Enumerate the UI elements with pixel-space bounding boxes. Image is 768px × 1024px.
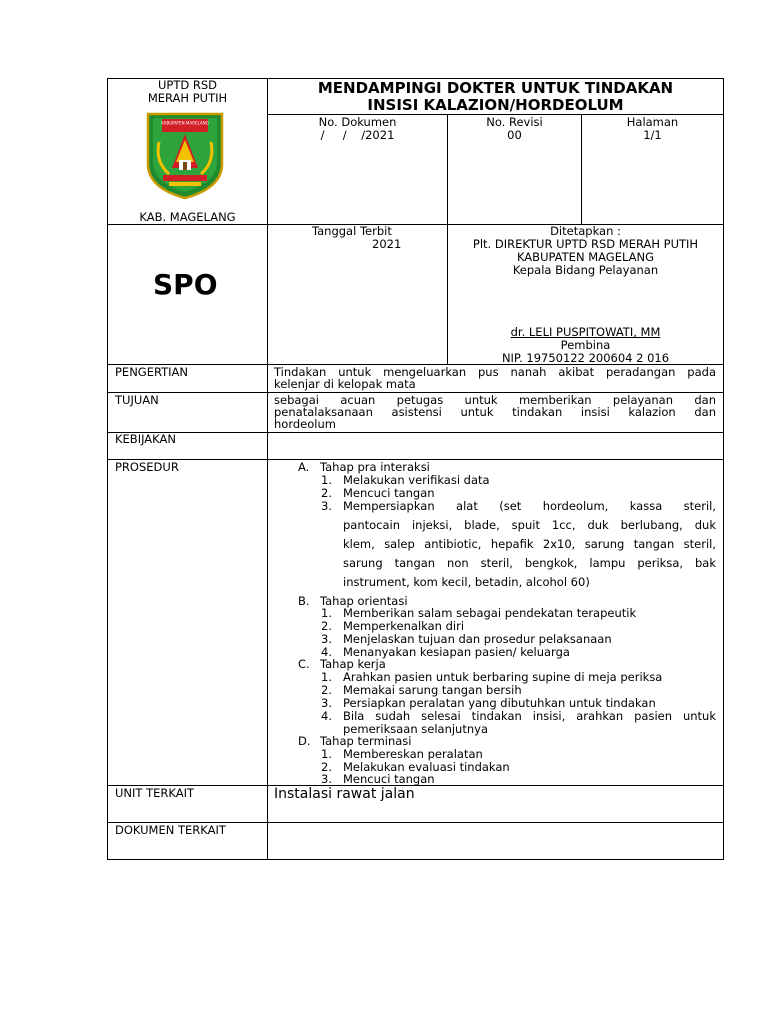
step-number: 1. xyxy=(321,747,332,761)
section-letter: D. xyxy=(298,734,311,748)
step-number: 3. xyxy=(321,696,332,710)
list-item: Melakukan verifikasi data xyxy=(343,473,490,487)
list-item: Persiapkan peralatan yang dibutuhkan untuk tindakan xyxy=(343,696,656,710)
section-letter: B. xyxy=(298,594,310,608)
region-label: KAB. MAGELANG xyxy=(139,210,236,224)
border-bottom xyxy=(107,859,724,860)
section-letter: A. xyxy=(298,460,310,474)
list-item: Memperkenalkan diri xyxy=(343,619,465,633)
list-item: pantocain injeksi, blade, spuit 1cc, duk berlubang, duk xyxy=(343,518,716,532)
list-item: Memberikan salam sebagai pendekatan terapeutik xyxy=(343,606,637,620)
set-by-line2: KABUPATEN MAGELANG xyxy=(516,250,655,264)
tujuan-divider xyxy=(107,432,724,433)
prosedur-label: PROSEDUR xyxy=(115,460,179,474)
doc-number-label: No. Dokumen xyxy=(318,115,397,129)
document-title-line2: INSISI KALAZION/HORDEOLUM xyxy=(367,96,624,114)
tujuan-label: TUJUAN xyxy=(115,393,159,407)
set-by-label: Ditetapkan : xyxy=(550,224,621,238)
pengertian-text-line2: kelenjar di kelopak mata xyxy=(274,377,416,391)
section-title: Tahap terminasi xyxy=(320,734,412,748)
signer-rank: Pembina xyxy=(560,338,611,352)
list-item: Mempersiapkan alat (set hordeolum, kassa steril, xyxy=(343,499,716,513)
list-item: pemeriksaan selanjutnya xyxy=(343,722,488,736)
step-number: 3. xyxy=(321,499,332,513)
list-item: Mencuci tangan xyxy=(343,486,435,500)
step-number: 1. xyxy=(321,670,332,684)
spo-label: SPO xyxy=(153,268,218,301)
issued-date-value: 2021 xyxy=(372,237,402,251)
issued-date-label: Tanggal Terbit xyxy=(312,224,392,238)
list-item: sarung tangan non steril, bengkok, lampu periksa, bak xyxy=(343,556,716,570)
tujuan-text-line2: penatalaksanaan asistensi untuk tindakan insisi kalazion dan xyxy=(274,405,716,419)
org-name-line1: UPTD RSD xyxy=(157,78,218,92)
list-item: Memakai sarung tangan bersih xyxy=(343,683,522,697)
step-number: 4. xyxy=(321,645,332,659)
pengertian-label: PENGERTIAN xyxy=(115,365,189,379)
kebijakan-label: KEBIJAKAN xyxy=(115,432,176,446)
list-item: Mencuci tangan xyxy=(343,772,435,786)
list-item: Menjelaskan tujuan dan prosedur pelaksanaan xyxy=(343,632,612,646)
page-value: 1/1 xyxy=(643,128,662,142)
section-title: Tahap kerja xyxy=(320,657,386,671)
section-letter: C. xyxy=(298,657,310,671)
step-number: 2. xyxy=(321,619,332,633)
revision-value: 00 xyxy=(507,128,522,142)
unit-terkait-value: Instalasi rawat jalan xyxy=(274,786,415,802)
unit-terkait-label: UNIT TERKAIT xyxy=(115,786,194,800)
step-number: 1. xyxy=(321,473,332,487)
document-title-line1: MENDAMPINGI DOKTER UNTUK TINDAKAN xyxy=(317,79,674,97)
step-number: 4. xyxy=(321,709,332,723)
border-right xyxy=(723,78,724,860)
list-item: klem, salep antibiotic, hepafik 2x10, sarung tangan steril, xyxy=(343,537,716,551)
border-left xyxy=(107,78,108,860)
kabupaten-logo xyxy=(145,112,225,200)
org-name-line2: MERAH PUTIH xyxy=(147,91,228,105)
svg-text:KABUPATEN MAGELANG: KABUPATEN MAGELANG xyxy=(161,120,209,126)
list-item: Bila sudah selesai tindakan insisi, arahkan pasien untuk xyxy=(343,709,716,723)
section-title: Tahap pra interaksi xyxy=(320,460,430,474)
tujuan-text-line3: hordeolum xyxy=(274,417,336,431)
signer-name: dr. LELI PUSPITOWATI, MM xyxy=(510,325,661,339)
list-item: Menanyakan kesiapan pasien/ keluarga xyxy=(343,645,570,659)
doc-number-value: / / /2021 xyxy=(320,128,395,142)
step-number: 2. xyxy=(321,486,332,500)
dokumen-terkait-label: DOKUMEN TERKAIT xyxy=(115,823,226,837)
signer-nip: NIP. 19750122 200604 2 016 xyxy=(501,351,670,365)
step-number: 2. xyxy=(321,760,332,774)
page-label: Halaman xyxy=(626,115,679,129)
list-item: Melakukan evaluasi tindakan xyxy=(343,760,510,774)
step-number: 3. xyxy=(321,772,332,786)
step-number: 3. xyxy=(321,632,332,646)
tujuan-text-line1: sebagai acuan petugas untuk memberikan pelayanan dan xyxy=(274,393,716,407)
list-item: instrument, kom kecil, betadin, alcohol 60) xyxy=(343,575,590,589)
list-item: Arahkan pasien untuk berbaring supine di meja periksa xyxy=(343,670,663,684)
list-item: Membereskan peralatan xyxy=(343,747,483,761)
set-by-line1: Plt. DIREKTUR UPTD RSD MERAH PUTIH xyxy=(472,237,699,251)
pengertian-text-line1: Tindakan untuk mengeluarkan pus nanah akibat peradangan pada xyxy=(274,365,716,379)
step-number: 2. xyxy=(321,683,332,697)
set-by-line3: Kepala Bidang Pelayanan xyxy=(512,263,659,277)
section-title: Tahap orientasi xyxy=(320,594,408,608)
revision-label: No. Revisi xyxy=(486,115,543,129)
step-number: 1. xyxy=(321,606,332,620)
column-divider xyxy=(267,78,268,860)
